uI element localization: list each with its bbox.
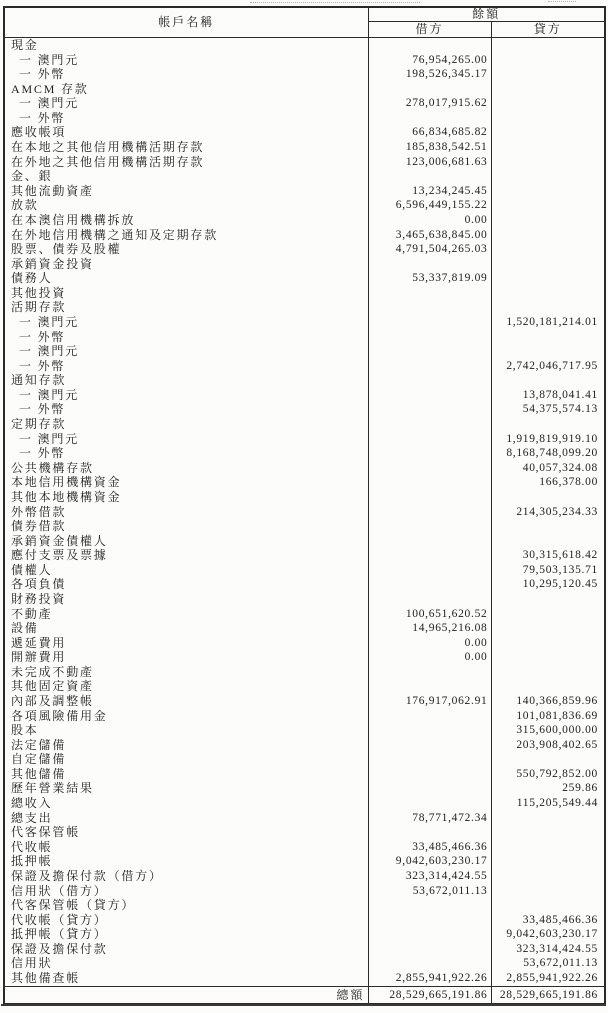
credit-value: 13,878,041.41 [491, 388, 605, 403]
account-label: 內部及調整帳 [4, 694, 368, 709]
total-label: 總額 [4, 986, 368, 1003]
table-row [4, 140, 605, 155]
table-row [4, 869, 605, 884]
account-label: 金、銀 [4, 169, 368, 184]
account-label: 設備 [4, 621, 368, 636]
credit-value [491, 373, 605, 388]
credit-value [491, 752, 605, 767]
account-label: 其他固定資產 [4, 679, 368, 694]
table-row [4, 402, 605, 417]
account-label: 在外地之其他信用機構活期存款 [4, 155, 368, 170]
credit-value [491, 213, 605, 228]
account-label: 股本 [4, 723, 368, 738]
debit-value: 53,672,011.13 [368, 884, 491, 899]
account-label: 各項風險備用金 [4, 709, 368, 724]
column-header-account-name: 帳戶名稱 [4, 7, 368, 38]
table-row [4, 971, 605, 986]
account-label: 債務人 [4, 271, 368, 286]
account-label: 遞延費用 [4, 636, 368, 651]
credit-value [491, 534, 605, 549]
account-label: 其他備查帳 [4, 971, 368, 986]
debit-value [368, 825, 491, 840]
debit-value [368, 956, 491, 971]
credit-value: 259.86 [491, 781, 605, 796]
debit-value: 0.00 [368, 213, 491, 228]
debit-value: 33,485,466.36 [368, 840, 491, 855]
bottom-double-rule [1, 1004, 606, 1006]
credit-value [491, 140, 605, 155]
credit-value [491, 840, 605, 855]
account-label: 現金 [4, 38, 368, 53]
credit-value: 115,205,549.44 [491, 796, 605, 811]
debit-value: 6,596,449,155.22 [368, 198, 491, 213]
table-row [4, 607, 605, 622]
table-row [4, 665, 605, 680]
table-row [4, 446, 605, 461]
table-row [4, 344, 605, 359]
table-header [4, 7, 605, 38]
table-row [4, 752, 605, 767]
account-label: 公共機構存款 [4, 461, 368, 476]
account-label: 在本澳信用機構拆放 [4, 213, 368, 228]
scan-artifact [548, 1, 576, 2]
table-row [4, 359, 605, 374]
debit-value [368, 344, 491, 359]
credit-value [491, 636, 605, 651]
debit-value: 78,771,472.34 [368, 811, 491, 826]
credit-value: 140,366,859.96 [491, 694, 605, 709]
account-label: 財務投資 [4, 592, 368, 607]
debit-value [368, 417, 491, 432]
table-row [4, 330, 605, 345]
table-row [4, 781, 605, 796]
column-header-balance: 餘額 [368, 7, 605, 22]
account-label: 承銷資金債權人 [4, 534, 368, 549]
debit-value [368, 315, 491, 330]
table-row [4, 125, 605, 140]
table-row [4, 300, 605, 315]
credit-value: 101,081,836.69 [491, 709, 605, 724]
account-label: 應收帳項 [4, 125, 368, 140]
credit-value: 54,375,574.13 [491, 402, 605, 417]
account-label: 不動產 [4, 607, 368, 622]
account-label: 一 澳門元 [4, 388, 368, 403]
account-label: 本地信用機構資金 [4, 475, 368, 490]
credit-value [491, 650, 605, 665]
credit-value: 33,485,466.36 [491, 913, 605, 928]
table-row [4, 432, 605, 447]
credit-value: 550,792,852.00 [491, 767, 605, 782]
credit-value: 9,042,603,230.17 [491, 927, 605, 942]
credit-value [491, 300, 605, 315]
account-label: 總支出 [4, 811, 368, 826]
debit-value [368, 38, 491, 53]
debit-value: 3,465,638,845.00 [368, 228, 491, 243]
table-row [4, 505, 605, 520]
debit-value [368, 752, 491, 767]
credit-value [491, 111, 605, 126]
table-row [4, 694, 605, 709]
table-row [4, 534, 605, 549]
debit-value [368, 781, 491, 796]
account-label: 一 澳門元 [4, 315, 368, 330]
account-label: 債權人 [4, 563, 368, 578]
table-row [4, 854, 605, 869]
credit-value [491, 271, 605, 286]
table-row [4, 373, 605, 388]
table-row [4, 577, 605, 592]
table-row [4, 38, 605, 53]
table-body [4, 38, 605, 987]
debit-value [368, 534, 491, 549]
debit-value: 13,234,245.45 [368, 184, 491, 199]
credit-value [491, 96, 605, 111]
credit-value [491, 811, 605, 826]
debit-value: 278,017,915.62 [368, 96, 491, 111]
account-label: 總收入 [4, 796, 368, 811]
credit-value [491, 490, 605, 505]
table-row [4, 67, 605, 82]
account-label: 抵押帳（貸方） [4, 927, 368, 942]
table-row [4, 927, 605, 942]
table-row [4, 53, 605, 68]
table-row [4, 228, 605, 243]
debit-value [368, 257, 491, 272]
total-debit-value: 28,529,665,191.86 [368, 986, 491, 1003]
table-row [4, 650, 605, 665]
credit-value [491, 417, 605, 432]
debit-value [368, 709, 491, 724]
account-label: 放款 [4, 198, 368, 213]
account-label: 承銷資金投資 [4, 257, 368, 272]
credit-value [491, 286, 605, 301]
credit-value [491, 665, 605, 680]
table-row [4, 82, 605, 97]
table-row [4, 213, 605, 228]
ledger-sheet [3, 6, 604, 1004]
account-label: AMCM 存款 [4, 82, 368, 97]
credit-value: 2,742,046,717.95 [491, 359, 605, 374]
table-row [4, 884, 605, 899]
table-row [4, 563, 605, 578]
debit-value: 198,526,345.17 [368, 67, 491, 82]
debit-value: 2,855,941,922.26 [368, 971, 491, 986]
table-row [4, 155, 605, 170]
account-label: 股票、債券及股權 [4, 242, 368, 257]
table-row [4, 475, 605, 490]
account-label: 抵押帳 [4, 854, 368, 869]
debit-value [368, 169, 491, 184]
debit-value [368, 577, 491, 592]
account-label: 通知存款 [4, 373, 368, 388]
account-label: 一 外幣 [4, 359, 368, 374]
debit-value: 323,314,424.55 [368, 869, 491, 884]
account-label: 一 外幣 [4, 446, 368, 461]
debit-value [368, 475, 491, 490]
credit-value [491, 125, 605, 140]
debit-value [368, 927, 491, 942]
debit-value [368, 490, 491, 505]
credit-value [491, 155, 605, 170]
credit-value [491, 825, 605, 840]
credit-value [491, 854, 605, 869]
debit-value [368, 82, 491, 97]
account-label: 一 澳門元 [4, 96, 368, 111]
table-row [4, 811, 605, 826]
credit-value: 315,600,000.00 [491, 723, 605, 738]
debit-value: 4,791,504,265.03 [368, 242, 491, 257]
debit-value: 14,965,216.08 [368, 621, 491, 636]
account-label: 其他投資 [4, 286, 368, 301]
account-label: 定期存款 [4, 417, 368, 432]
table-row [4, 242, 605, 257]
table-row [4, 679, 605, 694]
credit-value [491, 169, 605, 184]
column-header-debit: 借方 [368, 22, 491, 38]
debit-value [368, 592, 491, 607]
table-row [4, 257, 605, 272]
debit-value [368, 373, 491, 388]
table-row [4, 942, 605, 957]
debit-value [368, 461, 491, 476]
account-label: 債券借款 [4, 519, 368, 534]
account-label: 一 外幣 [4, 111, 368, 126]
debit-value [368, 359, 491, 374]
account-label: 其他儲備 [4, 767, 368, 782]
credit-value: 1,919,819,919.10 [491, 432, 605, 447]
credit-value [491, 53, 605, 68]
credit-value [491, 330, 605, 345]
credit-value: 166,378.00 [491, 475, 605, 490]
account-label: 一 澳門元 [4, 432, 368, 447]
debit-value [368, 330, 491, 345]
account-label: 一 澳門元 [4, 344, 368, 359]
table-row [4, 184, 605, 199]
table-row [4, 621, 605, 636]
column-header-credit: 貸方 [491, 22, 605, 38]
debit-value: 66,834,685.82 [368, 125, 491, 140]
credit-value [491, 898, 605, 913]
credit-value [491, 869, 605, 884]
table-row [4, 111, 605, 126]
credit-value [491, 607, 605, 622]
credit-value: 8,168,748,099.20 [491, 446, 605, 461]
table-row [4, 767, 605, 782]
table-row [4, 286, 605, 301]
debit-value [368, 942, 491, 957]
credit-value [491, 228, 605, 243]
scan-artifact [250, 2, 420, 3]
table-row [4, 548, 605, 563]
debit-value [368, 738, 491, 753]
credit-value: 10,295,120.45 [491, 577, 605, 592]
debit-value [368, 111, 491, 126]
debit-value [368, 723, 491, 738]
table-footer [4, 986, 605, 1003]
credit-value: 30,315,618.42 [491, 548, 605, 563]
table-row [4, 519, 605, 534]
account-label: 未完成不動產 [4, 665, 368, 680]
credit-value: 40,057,324.08 [491, 461, 605, 476]
debit-value: 0.00 [368, 636, 491, 651]
debit-value [368, 767, 491, 782]
account-label: 自定儲備 [4, 752, 368, 767]
table-row [4, 315, 605, 330]
table-row [4, 417, 605, 432]
table-row [4, 825, 605, 840]
debit-value [368, 286, 491, 301]
credit-value [491, 519, 605, 534]
account-label: 其他流動資產 [4, 184, 368, 199]
debit-value: 76,954,265.00 [368, 53, 491, 68]
debit-value: 53,337,819.09 [368, 271, 491, 286]
table-row [4, 636, 605, 651]
credit-value: 2,855,941,922.26 [491, 971, 605, 986]
total-credit-value: 28,529,665,191.86 [491, 986, 605, 1003]
table-row [4, 490, 605, 505]
account-label: 保證及擔保付款 [4, 942, 368, 957]
credit-value: 214,305,234.33 [491, 505, 605, 520]
account-label: 一 外幣 [4, 330, 368, 345]
credit-value [491, 592, 605, 607]
account-label: 信用狀（借方） [4, 884, 368, 899]
debit-value [368, 679, 491, 694]
credit-value [491, 242, 605, 257]
credit-value [491, 344, 605, 359]
credit-value: 53,672,011.13 [491, 956, 605, 971]
debit-value: 176,917,062.91 [368, 694, 491, 709]
debit-value: 9,042,603,230.17 [368, 854, 491, 869]
account-label: 法定儲備 [4, 738, 368, 753]
credit-value [491, 184, 605, 199]
debit-value [368, 563, 491, 578]
debit-value [368, 402, 491, 417]
credit-value: 203,908,402.65 [491, 738, 605, 753]
account-label: 開辦費用 [4, 650, 368, 665]
table-row [4, 956, 605, 971]
table-row [4, 796, 605, 811]
credit-value [491, 257, 605, 272]
debit-value [368, 796, 491, 811]
credit-value [491, 679, 605, 694]
table-row [4, 271, 605, 286]
debit-value [368, 665, 491, 680]
debit-value [368, 446, 491, 461]
debit-value: 0.00 [368, 650, 491, 665]
account-label: 其他本地機構資金 [4, 490, 368, 505]
table-row [4, 840, 605, 855]
table-row [4, 723, 605, 738]
credit-value [491, 198, 605, 213]
debit-value: 100,651,620.52 [368, 607, 491, 622]
credit-value [491, 67, 605, 82]
table-row [4, 198, 605, 213]
credit-value: 79,503,135.71 [491, 563, 605, 578]
account-label: 代客保管帳 [4, 825, 368, 840]
account-label: 代客保管帳（貸方） [4, 898, 368, 913]
account-label: 代收帳（貸方） [4, 913, 368, 928]
account-label: 在本地之其他信用機構活期存款 [4, 140, 368, 155]
table-row [4, 592, 605, 607]
credit-value: 323,314,424.55 [491, 942, 605, 957]
debit-value [368, 388, 491, 403]
account-label: 保證及擔保付款（借方） [4, 869, 368, 884]
account-label: 信用狀 [4, 956, 368, 971]
debit-value [368, 505, 491, 520]
debit-value: 123,006,681.63 [368, 155, 491, 170]
debit-value [368, 913, 491, 928]
account-label: 一 外幣 [4, 67, 368, 82]
table-row [4, 898, 605, 913]
table-row [4, 169, 605, 184]
account-label: 外幣借款 [4, 505, 368, 520]
table-row [4, 913, 605, 928]
debit-value [368, 898, 491, 913]
account-label: 在外地信用機構之通知及定期存款 [4, 228, 368, 243]
table-row [4, 738, 605, 753]
trial-balance-table [3, 6, 606, 1004]
table-row [4, 461, 605, 476]
account-label: 應付支票及票據 [4, 548, 368, 563]
credit-value [491, 82, 605, 97]
table-row [4, 96, 605, 111]
account-label: 歷年營業結果 [4, 781, 368, 796]
debit-value [368, 519, 491, 534]
total-row [4, 986, 605, 1003]
debit-value [368, 300, 491, 315]
debit-value [368, 432, 491, 447]
account-label: 活期存款 [4, 300, 368, 315]
credit-value [491, 38, 605, 53]
credit-value [491, 884, 605, 899]
table-row [4, 709, 605, 724]
account-label: 一 外幣 [4, 402, 368, 417]
credit-value [491, 621, 605, 636]
account-label: 代收帳 [4, 840, 368, 855]
debit-value: 185,838,542.51 [368, 140, 491, 155]
credit-value: 1,520,181,214.01 [491, 315, 605, 330]
debit-value [368, 548, 491, 563]
account-label: 一 澳門元 [4, 53, 368, 68]
table-row [4, 388, 605, 403]
account-label: 各項負債 [4, 577, 368, 592]
